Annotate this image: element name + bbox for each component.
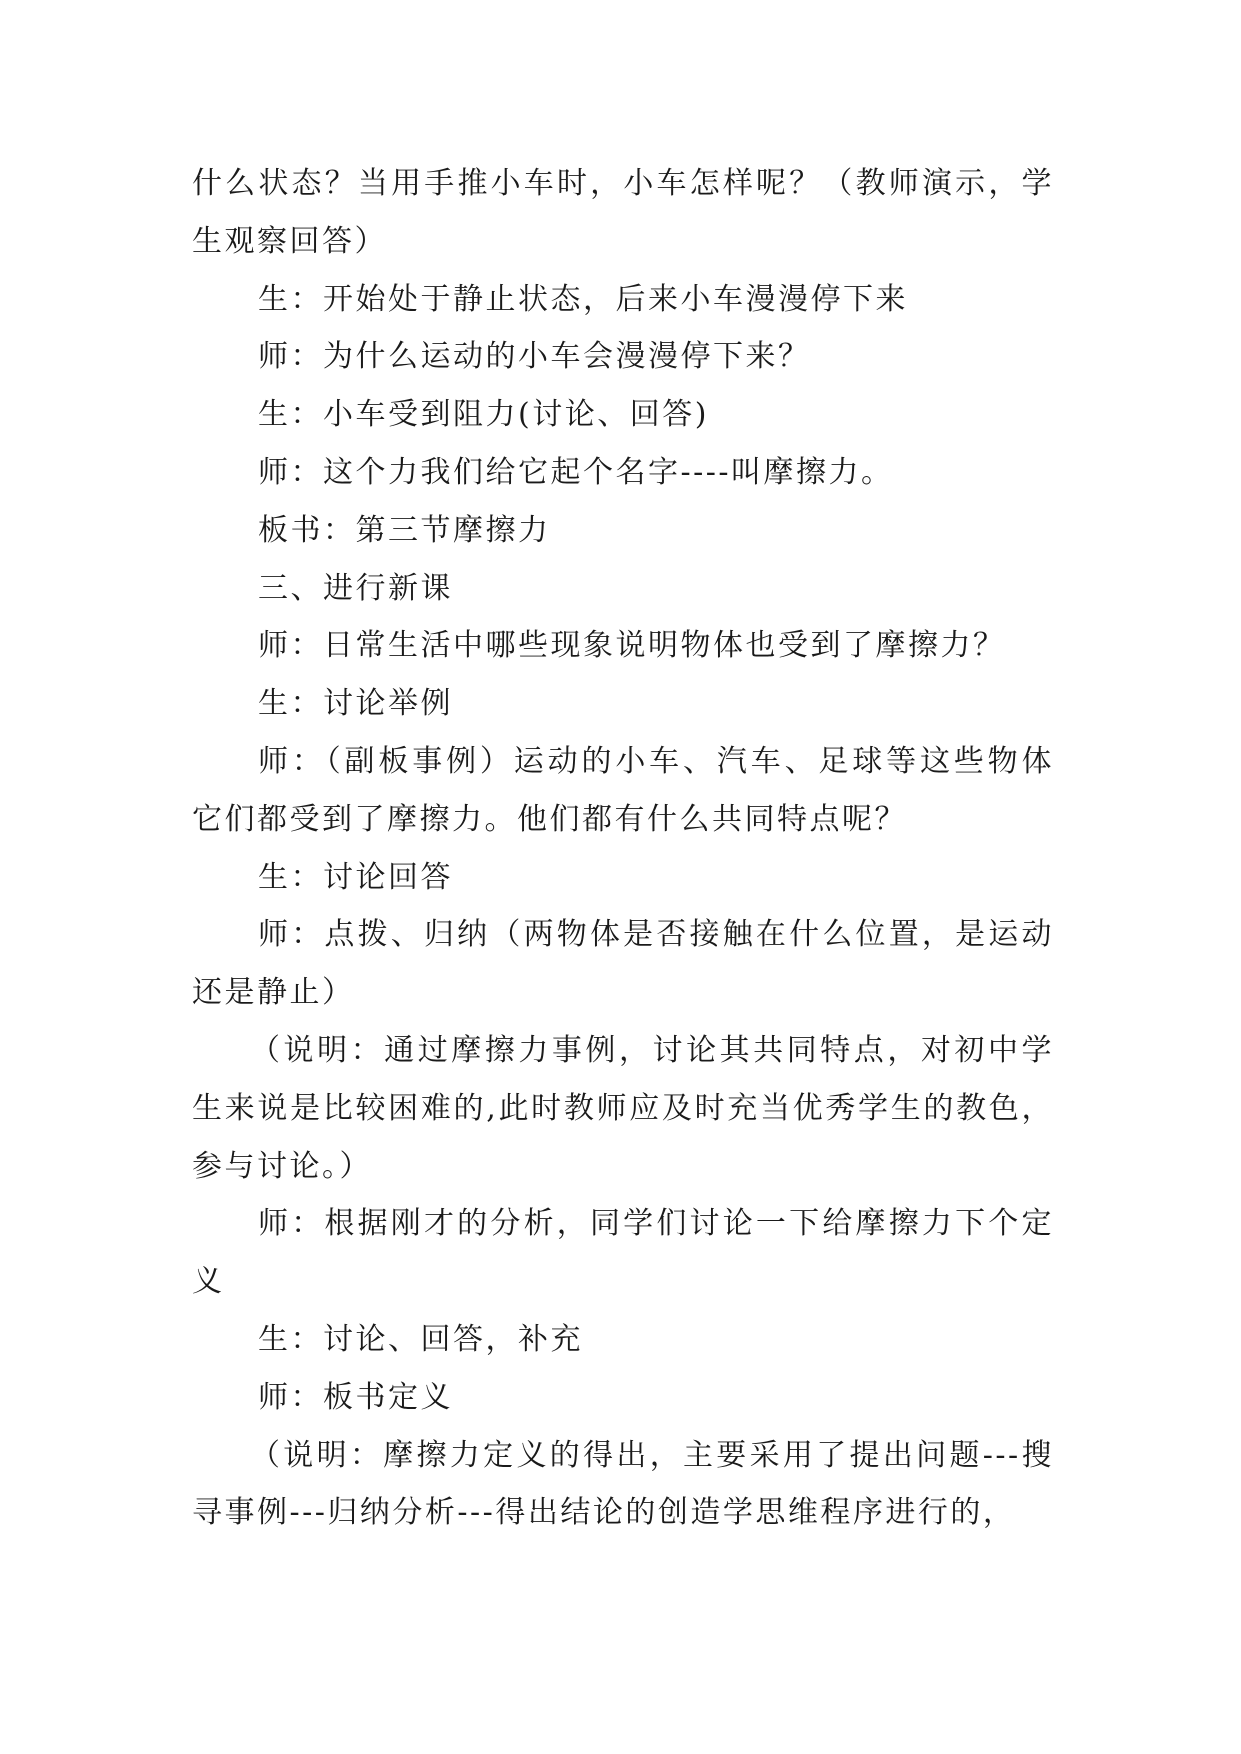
paragraph-student-answer: 生：讨论、回答，补充 (258, 1321, 583, 1357)
paragraph-teacher-examples: 师：（副板事例）运动的小车、汽车、足球等这些物体它们都受到了摩擦力。他们都有什么共同特点呢？ (192, 743, 1054, 837)
paragraph-continuation: 什么状态？当用手推小车时，小车怎样呢？（教师演示，学生观察回答） (192, 166, 1054, 259)
paragraph-student-answer: 生：讨论回答 (258, 859, 453, 895)
paragraph-note: （说明：摩擦力定义的得出，主要采用了提出问题---搜寻事例---归纳分析---得出结论的创造学思维程序进行的， (192, 1437, 1054, 1531)
paragraph-teacher-statement: 师：这个力我们给它起个名字----叫摩擦力。 (258, 454, 894, 490)
paragraph-teacher-question: 师：日常生活中哪些现象说明物体也受到了摩擦力？ (258, 628, 1006, 664)
paragraph-teacher-question: 师：为什么运动的小车会漫漫停下来？ (258, 339, 811, 375)
paragraph-teacher-statement: 师：板书定义 (258, 1379, 453, 1415)
document-body (192, 155, 1054, 1542)
section-heading: 三、进行新课 (258, 570, 453, 606)
paragraph-student-answer: 生：开始处于静止状态，后来小车漫漫停下来 (258, 281, 908, 317)
paragraph-student-answer: 生：小车受到阻力(讨论、回答) (258, 397, 709, 433)
paragraph-student-answer: 生：讨论举例 (258, 686, 453, 722)
paragraph-teacher-guidance: 师：点拨、归纳（两物体是否接触在什么位置，是运动还是静止） (192, 917, 1054, 1011)
paragraph-note: （说明：通过摩擦力事例，讨论其共同特点，对初中学生来说是比较困难的,此时教师应及时充当优秀学生的教色，参与讨论。） (192, 1032, 1054, 1184)
paragraph-teacher-prompt: 师：根据刚才的分析，同学们讨论一下给摩擦力下个定义 (192, 1206, 1054, 1300)
paragraph-blackboard-title: 板书：第三节摩擦力 (258, 512, 551, 548)
